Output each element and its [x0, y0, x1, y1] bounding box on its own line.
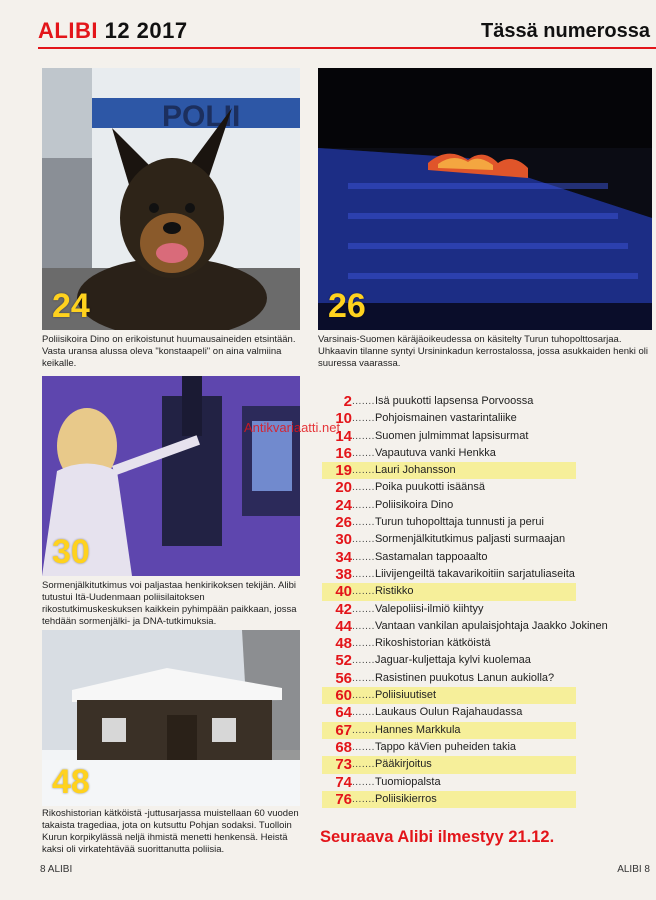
toc-page-number: 26	[335, 514, 352, 532]
toc-title: Sastamalan tappoaalto	[374, 550, 488, 563]
burning-building-photo	[318, 68, 652, 330]
toc-leader-dots: .......	[352, 499, 375, 511]
house-photo	[42, 630, 300, 806]
toc-entry	[322, 479, 632, 496]
footer-left: 8 ALIBI	[40, 864, 73, 875]
toc-page-number: 68	[335, 738, 352, 756]
toc-page-number: 74	[335, 773, 352, 791]
toc-leader-dots: .......	[352, 551, 375, 563]
watermark-text: Antikvariaatti.net	[244, 420, 341, 435]
toc-leader-dots: .......	[352, 465, 375, 477]
toc-title: Vantaan vankilan apulaisjohtaja Jaakko Jokinen	[374, 619, 608, 632]
toc-entry	[322, 531, 632, 548]
toc-leader-dots: .......	[352, 620, 375, 632]
toc-page-number: 20	[335, 479, 352, 497]
toc-leader-dots: .......	[352, 690, 375, 702]
toc-leader-dots: .......	[352, 655, 375, 667]
toc-entry	[322, 428, 632, 445]
toc-entry	[322, 583, 576, 600]
toc-leader-dots: .......	[352, 603, 375, 615]
toc-page-number: 42	[335, 600, 352, 618]
toc-leader-dots: .......	[352, 447, 375, 459]
toc-page-number: 60	[335, 687, 352, 705]
page-badge-48: 48	[52, 763, 90, 801]
toc-page-number: 67	[335, 721, 352, 739]
toc-page-number: 48	[335, 635, 352, 653]
toc-entry	[322, 549, 632, 566]
toc-entry	[322, 652, 632, 669]
toc-page-number: 38	[335, 565, 352, 583]
toc-entry	[322, 566, 632, 583]
issue-heading	[38, 18, 188, 44]
toc-leader-dots: .......	[352, 430, 375, 442]
section-title: Tässä numerossa	[481, 20, 650, 42]
toc-entry	[322, 462, 576, 479]
caption-24: Poliisikoira Dino on erikoistunut huumausaineiden etsintään. Vasta uransa alussa oleva "konstaapeli" on aina valmiina keikalle.	[42, 334, 296, 369]
toc-leader-dots: .......	[352, 741, 375, 753]
header-rule	[38, 47, 656, 49]
table-of-contents	[322, 393, 632, 808]
caption-26: Varsinais-Suomen käräjäoikeudessa on käsitelty Turun tuhopolttosarjaa. Uhkaavin tilanne syntyi Ursininkadun kerrostalossa, jossa asukkaiden henki oli suuressa vaarassa.	[318, 334, 649, 369]
toc-page-number: 24	[335, 496, 352, 514]
toc-title: Pääkirjoitus	[374, 758, 432, 771]
toc-leader-dots: .......	[352, 396, 375, 407]
toc-title: Pohjoismainen vastarintaliike	[374, 412, 517, 425]
toc-page-number: 73	[335, 756, 352, 774]
toc-page-number: 52	[335, 652, 352, 670]
toc-leader-dots: .......	[352, 707, 375, 719]
toc-entry	[322, 739, 632, 756]
toc-entry	[322, 393, 632, 410]
page-badge-26: 26	[328, 287, 366, 325]
toc-page-number: 40	[335, 583, 352, 601]
toc-title: Sormenjälkitutkimus paljasti surmaajan	[374, 533, 566, 546]
toc-page-number: 34	[335, 548, 352, 566]
toc-title: Vapautuva vanki Henkka	[374, 446, 496, 459]
toc-leader-dots: .......	[352, 517, 375, 529]
toc-leader-dots: .......	[352, 724, 375, 736]
footer-right: ALIBI 8	[617, 864, 650, 875]
toc-leader-dots: .......	[352, 638, 375, 650]
next-issue-notice: Seuraava Alibi ilmestyy 21.12.	[320, 828, 555, 846]
toc-leader-dots: .......	[352, 759, 375, 771]
forensics-lab-photo	[42, 376, 300, 576]
police-dog-photo	[42, 68, 300, 330]
police-car-text: POLII	[162, 100, 241, 133]
toc-page-number: 76	[335, 790, 352, 808]
toc-entry	[322, 618, 632, 635]
toc-page-number: 30	[335, 531, 352, 549]
toc-leader-dots: .......	[352, 482, 375, 494]
toc-entry	[322, 791, 576, 808]
toc-leader-dots: .......	[352, 776, 375, 788]
page-badge-24: 24	[52, 287, 90, 325]
toc-title: Lauri Johansson	[374, 464, 456, 477]
brand-name: ALIBI	[38, 18, 98, 43]
toc-page-number: 64	[335, 704, 352, 722]
toc-leader-dots: .......	[352, 413, 375, 425]
toc-title: Liivijengeiltä takavarikoitiin sarjatuliaseita	[374, 567, 575, 580]
toc-title: Poliisikoira Dino	[374, 498, 454, 511]
toc-entry	[322, 687, 576, 704]
toc-entry	[322, 722, 576, 739]
toc-entry	[322, 635, 632, 652]
toc-entry	[322, 670, 632, 687]
toc-entry	[322, 601, 632, 618]
toc-page-number: 14	[335, 427, 352, 445]
toc-title: Jaguar-kuljettaja kylvi kuolemaa	[374, 654, 531, 667]
toc-title: Rikoshistorian kätköistä	[374, 637, 491, 650]
toc-page-number: 44	[335, 617, 352, 635]
toc-title: Poliisikierros	[374, 792, 437, 805]
toc-entry	[322, 756, 576, 773]
toc-leader-dots: .......	[352, 568, 375, 580]
toc-title: Isä puukotti lapsensa Porvoossa	[374, 395, 534, 407]
toc-entry	[322, 445, 632, 462]
toc-title: Ristikko	[374, 585, 414, 598]
toc-title: Tuomiopalsta	[374, 775, 441, 788]
toc-entry	[322, 497, 632, 514]
toc-page-number: 2	[343, 393, 352, 410]
toc-title: Laukaus Oulun Rajahaudassa	[374, 706, 523, 719]
toc-title: Valepoliisi-ilmiö kiihtyy	[374, 602, 484, 615]
toc-title: Poika puukotti isäänsä	[374, 481, 486, 494]
caption-30: Sormenjälkitutkimus voi paljastaa henkirikoksen tekijän. Alibi tutustui Itä-Uudenmaan poliisilaitoksen rikostutkimuskeskuksen kaikkein pyhimpään paikkaan, jossa tehdään sormenjälki- ja DNA-tutkimuksia.	[42, 580, 297, 627]
toc-title: Suomen julmimmat lapsisurmat	[374, 429, 529, 442]
toc-page-number: 19	[335, 462, 352, 480]
toc-title: Poliisiuutiset	[374, 689, 437, 702]
toc-leader-dots: .......	[352, 534, 375, 546]
issue-number: 12 2017	[104, 18, 188, 43]
toc-title: Turun tuhopolttaja tunnusti ja perui	[374, 516, 544, 529]
toc-leader-dots: .......	[352, 586, 375, 598]
caption-48: Rikoshistorian kätköistä -juttusarjassa muistellaan 60 vuoden takaista tragediaa, jota on kutsuttu Pohjan sodaksi. Tuolloin Kurun korpikylässä neljä ihmistä menetti henkensä. Heistä kaksi oli virkatehtävää suorittanutta poliisia.	[42, 808, 299, 855]
toc-page-number: 10	[335, 410, 352, 428]
toc-title: Tappo käVien puheiden takia	[374, 740, 517, 753]
toc-entry	[322, 704, 632, 721]
toc-page-number: 16	[335, 444, 352, 462]
toc-page-number: 56	[335, 669, 352, 687]
toc-leader-dots: .......	[352, 672, 375, 684]
toc-entry	[322, 514, 632, 531]
toc-entry	[322, 774, 632, 791]
toc-title: Hannes Markkula	[374, 723, 461, 736]
page-badge-30: 30	[52, 533, 90, 571]
toc-entry	[322, 410, 632, 427]
toc-leader-dots: .......	[352, 793, 375, 805]
toc-title: Rasistinen puukotus Lanun aukiolla?	[374, 671, 555, 684]
